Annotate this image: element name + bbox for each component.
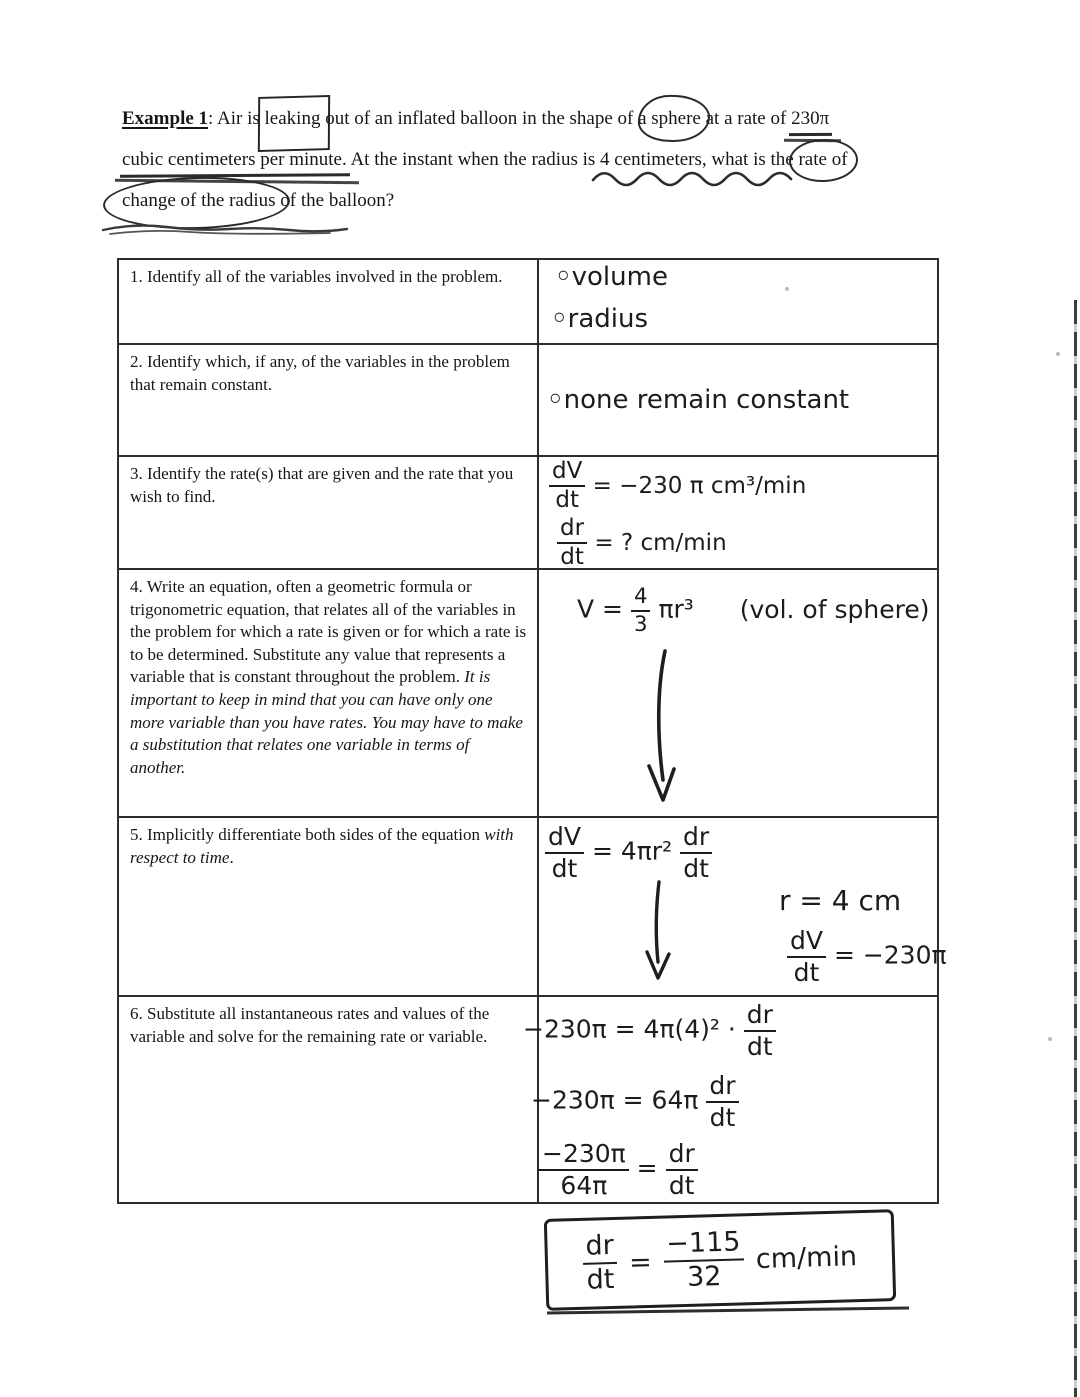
scan-speck — [785, 287, 789, 291]
scan-speck — [1048, 1037, 1052, 1041]
prompt-text: . — [229, 847, 234, 867]
fraction-numerator: dr — [680, 824, 712, 854]
bullet-mark: ◦ — [555, 262, 572, 292]
problem-text: : Air is — [208, 108, 265, 129]
fraction-numerator: dr — [706, 1073, 738, 1103]
fraction-denominator: dt — [709, 1102, 736, 1132]
example-label: Example 1 — [122, 108, 209, 129]
scan-speck — [1056, 352, 1060, 356]
step-4-prompt — [119, 570, 539, 816]
table-row-step-1 — [119, 260, 937, 345]
step-1-prompt: 1. Identify all of the variables involved in the problem. — [119, 260, 539, 343]
fraction-denominator: dt — [560, 544, 584, 571]
problem-line-3 — [122, 186, 1002, 227]
problem-text: at a rate of — [700, 108, 792, 129]
table-row-step-5 — [119, 818, 947, 997]
step-6-work-cell — [523, 997, 937, 1202]
answer-unit: cm/min — [755, 1240, 858, 1275]
circled-phrase-rate-of: rate of — [798, 145, 847, 175]
table-row-step-6 — [119, 997, 937, 1202]
equation-rhs: = ? cm/min — [594, 529, 727, 556]
step-5-work-cell — [539, 818, 947, 995]
fraction-denominator: dt — [683, 853, 709, 883]
fraction-denominator: dt — [668, 1170, 695, 1200]
equals-sign: = — [636, 1153, 658, 1183]
underlined-rate-value: 230π — [791, 104, 829, 134]
equation-lhs: −230π = 4π(4)² · — [523, 1014, 736, 1044]
problem-statement — [122, 104, 1002, 227]
problem-text: of the balloon? — [275, 190, 395, 211]
bullet-mark: ◦ — [551, 304, 568, 334]
fraction-dr-dt — [557, 517, 587, 570]
table-row-step-2 — [119, 345, 937, 457]
fraction-numerator: 4 — [631, 586, 651, 612]
step-3-prompt: 3. Identify the rate(s) that are given and the rate that you wish to find. — [119, 457, 539, 568]
handwritten-note: r = 4 cm — [779, 884, 902, 917]
fraction-dv-dt — [787, 928, 826, 985]
wavy-underlined-phrase: radius is 4 centimeters, — [531, 149, 707, 170]
handwritten-equation — [539, 1141, 698, 1198]
equation-rhs: = −230 π cm³/min — [592, 472, 807, 499]
final-answer-box — [544, 1209, 896, 1311]
problem-line-1 — [122, 104, 1002, 145]
fraction-dr-dt — [582, 1232, 618, 1294]
step-4-work-cell — [539, 570, 937, 816]
step-5-prompt — [119, 818, 539, 995]
equals-sign: = — [628, 1246, 653, 1279]
fraction-denominator: dt — [555, 487, 579, 514]
equation-rhs: = −230π — [833, 940, 947, 970]
prompt-italic-text: with respect to time — [130, 825, 514, 867]
equation-lhs: −230π = 64π — [531, 1085, 699, 1115]
step-2-work-cell — [539, 345, 937, 455]
fraction-numerator: −115 — [663, 1229, 744, 1263]
equation-mid: = 4πr² — [591, 836, 673, 866]
handwritten-answer — [551, 304, 648, 334]
answer-text: none remain constant — [563, 385, 850, 415]
handwritten-equation — [577, 586, 929, 635]
problem-line-2 — [122, 145, 1002, 186]
fraction-numerator: dV — [545, 824, 584, 854]
answer-text: volume — [571, 262, 668, 292]
handwritten-equation — [523, 1002, 776, 1059]
equation-rhs: πr³ — [658, 594, 694, 624]
fraction-denominator: 3 — [633, 611, 648, 637]
table-row-step-4 — [119, 570, 937, 818]
handwritten-equation — [787, 928, 947, 985]
fraction-denominator: dt — [586, 1263, 615, 1296]
down-arrow-icon — [639, 648, 685, 808]
fraction-numerator: dr — [744, 1002, 776, 1032]
fraction-numerator: dV — [549, 460, 585, 487]
handwritten-equation — [545, 824, 712, 881]
scribble-underline-mark — [100, 222, 350, 236]
step-3-work-cell — [539, 457, 937, 571]
wavy-underline-mark — [590, 168, 795, 188]
prompt-text: 4. Write an equation, often a geometric formula or trigonometric equation, that relates all of the variables in the problem for which a rate is given or for which a rate is to be determined. Substitute any value that represents a variable that is constant throughout the problem. — [130, 577, 527, 687]
fraction-denominator: 32 — [686, 1260, 722, 1293]
equation-note: (vol. of sphere) — [739, 594, 930, 624]
circled-phrase-change-of-radius: change of the radius — [122, 186, 276, 216]
fraction-dr-dt — [744, 1002, 776, 1059]
fraction-4-3 — [631, 586, 651, 635]
problem-text: what is the — [706, 149, 799, 170]
scan-artifact-line — [1074, 300, 1077, 1397]
step-6-prompt: 6. Substitute all instantaneous rates and values of the variable and solve for the remaining rate or variable. — [119, 997, 539, 1202]
fraction-denominator: dt — [747, 1031, 773, 1061]
fraction-numerator: dr — [666, 1141, 698, 1171]
handwritten-equation — [557, 517, 727, 570]
fraction-numerator: −230π — [539, 1141, 629, 1171]
fraction-denominator: dt — [551, 853, 578, 883]
bullet-mark: ◦ — [547, 385, 564, 415]
equation-lhs: V = — [577, 594, 623, 624]
handwritten-answer — [555, 262, 668, 292]
fraction-dr-dt — [680, 824, 712, 881]
problem-text: out of an inflated balloon in the shape of a — [320, 108, 652, 129]
boxed-word-leaking: leaking — [265, 104, 321, 134]
fraction-dv-dt — [545, 824, 584, 881]
handwritten-equation — [531, 1073, 739, 1130]
step-1-work-cell — [539, 260, 937, 343]
answer-text: radius — [567, 304, 648, 334]
underlined-phrase: cubic centimeters per minute. — [122, 145, 347, 175]
prompt-text: 5. Implicitly differentiate both sides of the equation — [130, 825, 485, 844]
fraction-dr-dt — [666, 1141, 698, 1198]
table-row-step-3 — [119, 457, 937, 570]
handwritten-equation — [549, 460, 806, 513]
fraction-numerator: dV — [787, 928, 826, 958]
fraction-dr-dt — [706, 1073, 738, 1130]
problem-text: At the instant when the — [346, 149, 532, 170]
steps-table — [117, 258, 947, 1204]
fraction-numerator: dr — [582, 1232, 617, 1264]
fraction-115-32 — [663, 1226, 745, 1293]
circled-word-sphere: sphere — [651, 104, 701, 134]
fraction-230pi-64pi — [539, 1141, 629, 1198]
fraction-denominator: 64π — [560, 1170, 608, 1200]
fraction-dv-dt — [549, 460, 585, 513]
down-arrow-icon — [641, 880, 677, 985]
fraction-denominator: dt — [793, 957, 820, 987]
fraction-numerator: dr — [557, 517, 587, 544]
step-2-prompt: 2. Identify which, if any, of the variables in the problem that remain constant. — [119, 345, 539, 455]
prompt-italic-text: It is important to keep in mind that you can have only one more variable than you have rates. You may have to make a substitution that relates one variable in terms of another. — [130, 667, 523, 777]
handwritten-answer — [547, 385, 849, 415]
